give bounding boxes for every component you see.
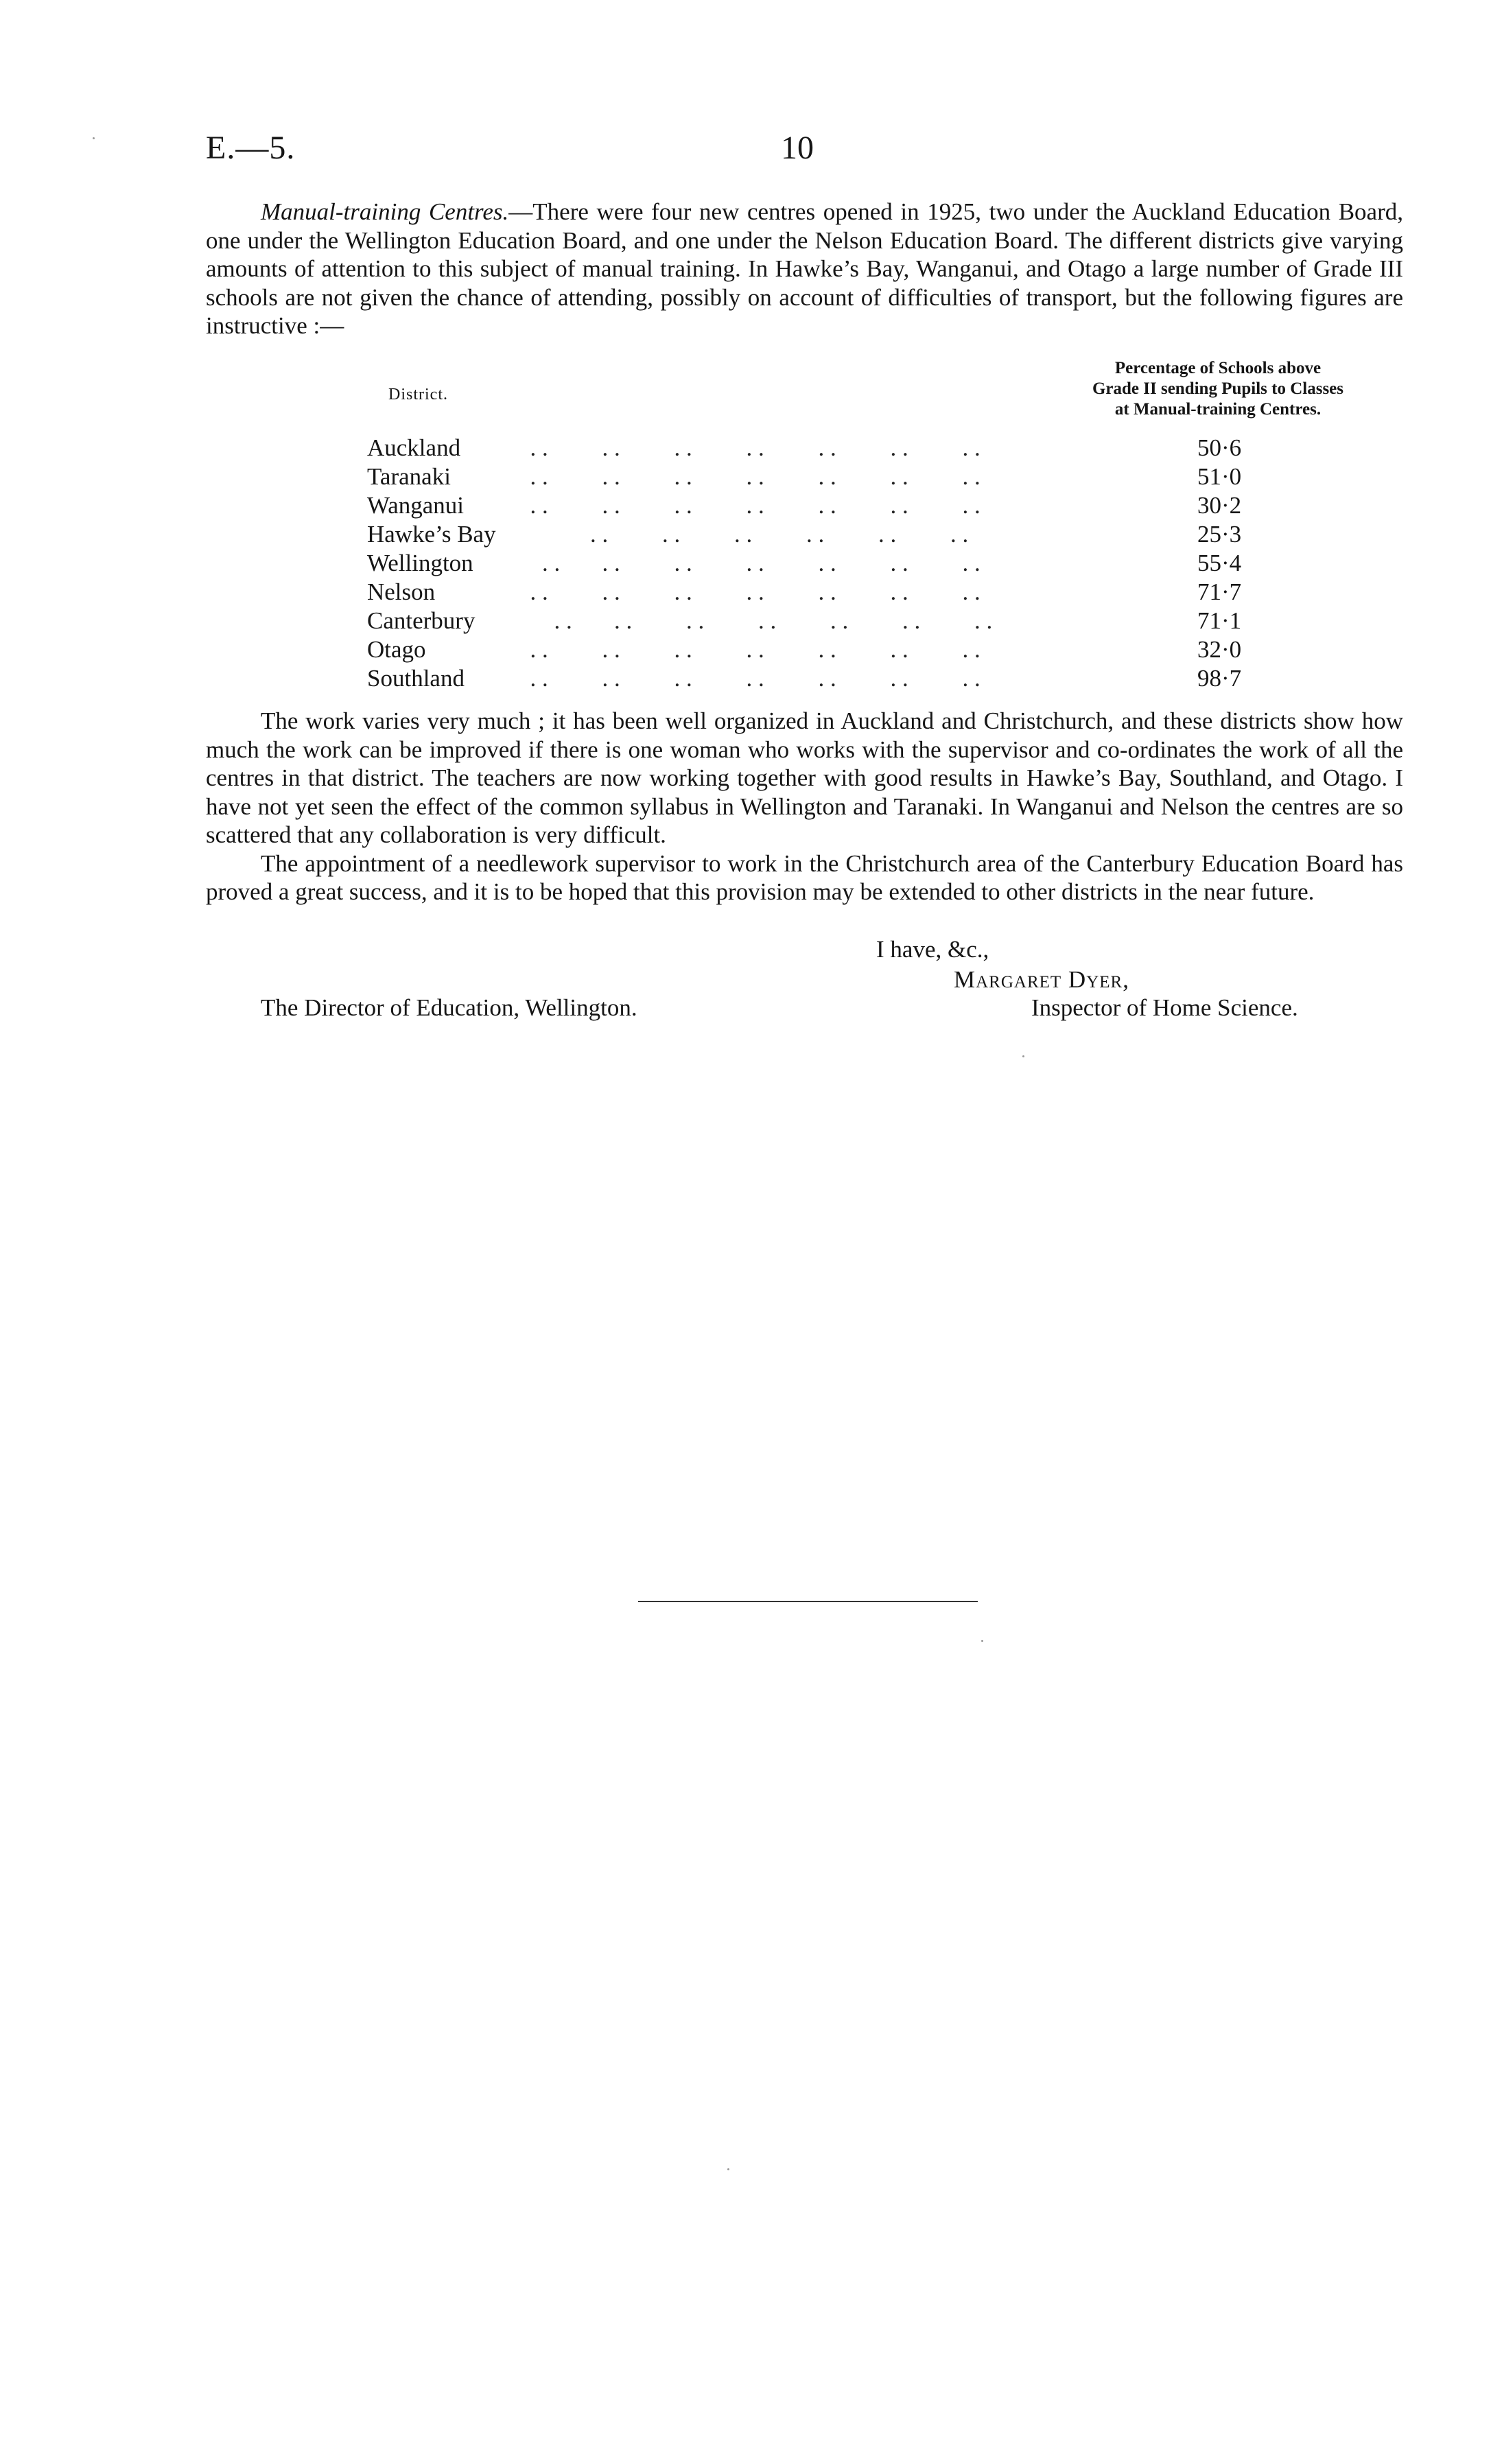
section-divider [638, 1601, 978, 1602]
leader-dots: . . . . . . . . . . . . [518, 521, 969, 548]
table-row [367, 549, 1369, 578]
leader-dots: . . . . . . . . . . . . . . [518, 550, 981, 576]
intro-lead: Manual-training Centres. [261, 198, 509, 225]
scan-speck [981, 1640, 983, 1642]
signature-closing: I have, &c., [876, 936, 989, 963]
district-percentage: 32·0 [1197, 636, 1242, 663]
district-percentage: 50·6 [1197, 434, 1242, 461]
percentage-header-line: Grade II sending Pupils to Classes [1092, 379, 1344, 398]
paragraph-appointment: The appointment of a needlework supervisor to work in the Christchurch area of the Canterbury Education Board has proved a great success, and it is to be hoped that this provision may be extended to other districts in the near future. [206, 849, 1403, 905]
leader-dots: . . . . . . . . . . . . . . [518, 463, 981, 490]
scan-speck [1022, 1055, 1024, 1057]
signature-title: Inspector of Home Science. [1031, 994, 1298, 1021]
leader-dots: . . . . . . . . . . . . . . [518, 434, 981, 461]
table-row [367, 635, 1369, 664]
district-name: Wanganui [367, 492, 465, 519]
district-column-header: District. [388, 386, 448, 403]
page-number: 10 [781, 130, 814, 166]
intro-paragraph [206, 198, 1403, 340]
district-name: Canterbury [367, 607, 476, 634]
table-row [367, 491, 1369, 520]
percentage-column-header [1022, 358, 1413, 420]
scan-speck [727, 2168, 729, 2170]
document-reference: E.—5. [206, 130, 296, 166]
percentage-header-line: Percentage of Schools above [1114, 359, 1322, 377]
district-name: Auckland [367, 434, 461, 461]
table-row [367, 578, 1369, 607]
table-row [367, 434, 1369, 462]
table-row [367, 607, 1369, 635]
district-name: Taranaki [367, 463, 451, 490]
percentage-header-line: at Manual-training Centres. [1114, 400, 1322, 419]
district-percentage: 51·0 [1197, 463, 1242, 490]
district-name: Hawke’s Bay [367, 521, 496, 548]
table-row [367, 462, 1369, 491]
district-name: Wellington [367, 550, 473, 576]
district-percentage: 55·4 [1197, 550, 1242, 576]
table-row [367, 520, 1369, 549]
district-percentage: 98·7 [1197, 665, 1242, 692]
table-row [367, 664, 1369, 693]
addressee: The Director of Education, Wellington. [261, 994, 637, 1021]
signature-name: Margaret Dyer, [954, 966, 1129, 993]
intro-text: —There were four new centres opened in 1925, two under the Auckland Education Board, one under the Wellington Education Board, and one under the Nelson Education Board. The different districts give varying amounts of attention to this subject of manual training. In Hawke’s Bay, Wanganui, and Otago a large number of Grade III schools are not given the chance of attending, possibly on account of difficulties of transport, but the following figures are instructive :— [206, 198, 1403, 339]
district-name: Otago [367, 636, 426, 663]
district-percentage: 71·1 [1197, 607, 1242, 634]
leader-dots: . . . . . . . . . . . . . . [518, 492, 981, 519]
scan-speck [93, 137, 95, 139]
paragraph-work-varies: The work varies very much ; it has been well organized in Auckland and Christchurch, and these districts show how much the work can be improved if there is one woman who works with the supervisor and co-ordinates the work of all the centres in that district. The teachers are now working together with good results in Hawke’s Bay, Southland, and Otago. I have not yet seen the effect of the common syllabus in Wellington and Taranaki. In Wanganui and Nelson the centres are so scattered that any collaboration is very difficult. [206, 707, 1403, 848]
district-percentage: 71·7 [1197, 578, 1242, 605]
leader-dots: . . . . . . . . . . . . . . [518, 665, 981, 692]
district-percentage: 25·3 [1197, 521, 1242, 548]
district-name: Southland [367, 665, 465, 692]
district-percentage: 30·2 [1197, 492, 1242, 519]
leader-dots: . . . . . . . . . . . . . . [518, 607, 993, 634]
closing-paragraphs [206, 707, 1403, 906]
district-table [367, 434, 1369, 693]
district-name: Nelson [367, 578, 436, 605]
leader-dots: . . . . . . . . . . . . . . [518, 636, 981, 663]
leader-dots: . . . . . . . . . . . . . . [518, 578, 981, 605]
